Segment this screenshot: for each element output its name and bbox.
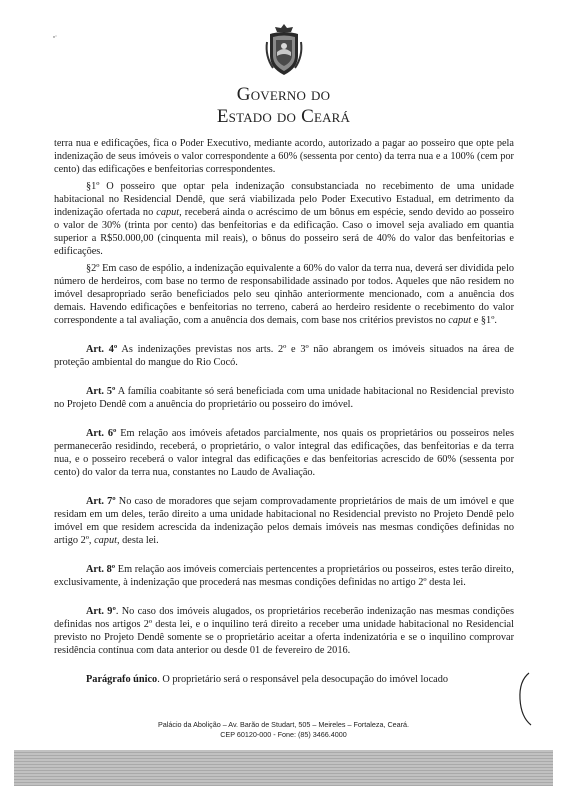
title-letter: G (236, 84, 251, 105)
title-letter: E (216, 106, 229, 127)
article-9 (54, 605, 514, 657)
footer-decorative-band (14, 750, 553, 786)
title-letter: C (301, 106, 314, 127)
article-number: Art. 9º (86, 606, 116, 617)
article-number: Art. 5º (86, 386, 116, 397)
paragraph-text: O posseiro que optar pela indenização consubstanciada no recebimento de uma unidade habitacional no Residencial Dendê, que será viabilizada pelo Poder Executivo Estadual, em detrimento da indenização ofertada no (54, 181, 514, 218)
paragraph-text: terra nua e edificações, fica o Poder Executivo, mediante acordo, autorizado a pagar ao posseiro que opte pela indenização de seus imóveis o valor correspondente a 60% (sessenta por cento) da terra nua e a 100% (cem por cento) das edificações e benfeitorias correspondentes. (54, 138, 514, 175)
footer-contact-line: CEP 60120-000 - Fone: (85) 3466.4000 (220, 730, 347, 739)
paragraph-text: . O proprietário será o responsável pela desocupação do imóvel locado (157, 674, 449, 685)
footer-address (0, 720, 567, 740)
article-text: As indenizações previstas nos arts. 2º e 3º não abrangem os imóveis situados na área de proteção ambiental do mangue do Rio Cocó. (54, 344, 514, 368)
paragraph-lead: §1º (86, 181, 100, 192)
paragraph-2 (54, 262, 514, 327)
paragraph-lead: Parágrafo único (86, 674, 158, 685)
article-7 (54, 495, 514, 547)
state-coat-of-arms-icon (263, 22, 305, 78)
article-4 (54, 343, 514, 369)
article-number: Art. 7º (86, 496, 116, 507)
title-text: OVERNO (250, 88, 307, 103)
title-text: STADO (228, 110, 272, 125)
article-number: Art. 6º (86, 428, 117, 439)
title-line-estado (0, 106, 567, 128)
article-text: . No caso dos imóveis alugados, os proprietários receberão indenização nas mesmas condições definidas nos artigos 2º desta lei, e o inquilino terá direito a receber uma unidade habitacional no Residencial previsto no Projeto Dendê somente se o proprietário aceitar a oferta indenizatória e se o inquilino comprovar residência contínua com data anterior ou desde 01 de fevereiro de 2016. (54, 606, 514, 656)
document-body (54, 137, 514, 686)
article-text: Em relação aos imóveis comerciais pertencentes a proprietários ou posseiros, estes terão direito, exclusivamente, à indenização que procederá nas mesmas condições definidas no artigo 2º desta lei. (54, 564, 514, 588)
paragraph-lead: §2º (86, 263, 100, 274)
title-text: DO (276, 110, 297, 125)
paragraph-text: Em caso de espólio, a indenização equivalente a 60% do valor da terra nua, deverá ser dividida pelo número de herdeiros, com base no termo de responsabilidade assinado por todos. Aqueles que não residem no imóvel desapropriado serão beneficiados pelo seu qinhão anteriormente mencionado, com a anuência dos demais. Havendo edificações e benfeitorias no terreno, caberá ao herdeiro residente o recebimento do valor correspondente a tal avaliação, com a anuência dos demais, com base nos critérios previstos no (54, 263, 514, 326)
article-italic: caput (94, 535, 117, 546)
article-text: A família coabitante só será beneficiada com uma unidade habitacional no Residencial previsto no Projeto Dendê com a anuência do proprietário ou posseiro do imóvel. (54, 386, 514, 410)
paragraph-continuation (54, 137, 514, 176)
paragraph-text: , receberá ainda o acréscimo de um bônus em espécie, sendo devido ao posseiro o valor de 30% (trinta por cento) das benfeitorias e da edificação. Caso o imovel seja avaliado em quantia superior a R$50.000,00 (cinquenta mil reais), o bônus do posseiro será de 40% do valor das benfeitorias e edificações. (54, 207, 514, 257)
footer-address-line: Palácio da Abolição – Av. Barão de Studart, 505 – Meireles – Fortaleza, Ceará. (157, 720, 410, 729)
article-number: Art. 4º (86, 344, 118, 355)
paragraph-italic: caput (156, 207, 180, 218)
article-text: No caso de moradores que sejam comprovadamente proprietários de mais de um imóvel e que residam em um deles, terão direito a uma unidade habitacional no Residencial previsto no Projeto Dendê pelo imóvel em que residem acrescida da indenização pelos demais imóveis nas mesmas condições definidas no artigo 2º, (54, 496, 514, 546)
scan-speck (52, 34, 58, 40)
paragrafo-unico (54, 673, 514, 686)
article-text: , desta lei. (116, 535, 159, 546)
handwritten-bracket-mark (515, 671, 535, 727)
article-6 (54, 427, 514, 479)
title-line-governo (0, 84, 567, 106)
paragraph-1 (54, 180, 514, 258)
title-text: EARÁ (313, 110, 351, 125)
article-text: Em relação aos imóveis afetados parcialmente, nos quais os proprietários ou posseiros neles permanecerão residindo, receberá, o proprietário, o valor integral das edificações, das benfeitorias e da terra nua, e o posseiro receberá o valor integral das edificações e das benfeitorias acrescido de 60% (sessenta por cento) do valor da terra nua, constantes no Laudo de Avaliação. (54, 428, 514, 478)
title-text: DO (311, 88, 331, 103)
government-title (0, 84, 567, 128)
article-8 (54, 563, 514, 589)
article-5 (54, 385, 514, 411)
paragraph-italic: caput (448, 315, 472, 326)
paragraph-text: e §1º. (471, 315, 497, 326)
article-number: Art. 8º (86, 564, 116, 575)
